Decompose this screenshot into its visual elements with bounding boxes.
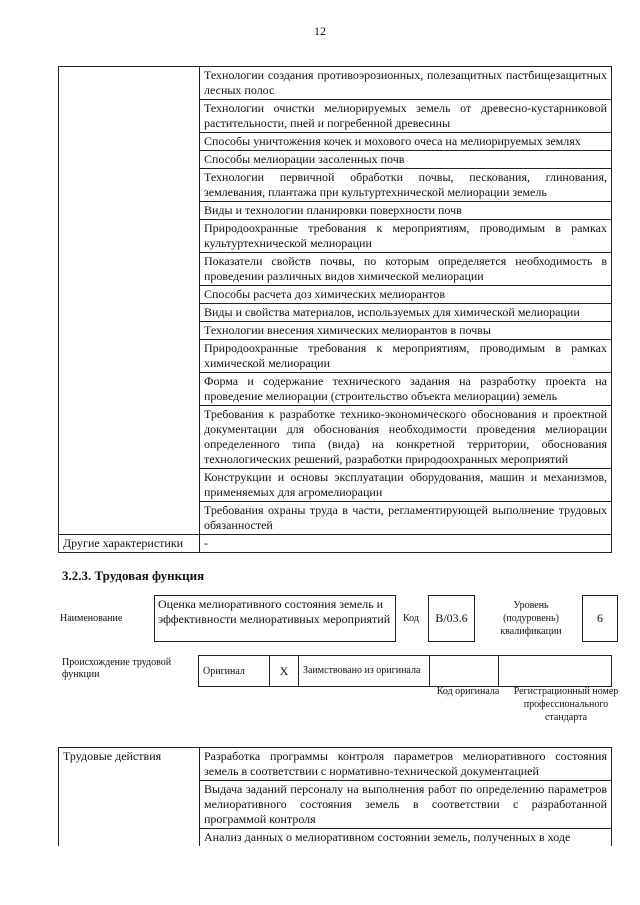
action-item: Разработка программы контроля параметров мелиоративного состояния земель в соответствии с нормативно-технической документацией — [200, 748, 612, 781]
knowledge-item: Требования охраны труда в части, регламентирующей выполнение трудовых обязанностей — [200, 502, 612, 535]
knowledge-label-cell — [59, 67, 200, 535]
origin-reg-label: Регистрационный номер профессионального стандарта — [513, 686, 619, 723]
knowledge-item: Природоохранные требования к мероприятиям, проводимым в рамках химической мелиорации — [200, 340, 612, 373]
origin-table — [198, 655, 612, 687]
origin-borrowed: Заимствовано из оригинала — [299, 656, 430, 687]
origin-reg-cell — [499, 656, 612, 687]
origin-label: Происхождение трудовой функции — [62, 657, 172, 680]
function-header — [58, 595, 618, 645]
origin-block — [58, 655, 619, 723]
actions-label: Трудовые действия — [59, 748, 200, 847]
function-level: 6 — [582, 595, 618, 642]
knowledge-table — [58, 66, 612, 553]
function-title: Оценка мелиоративного состояния земель и эффективности мелиоративных мероприятий — [154, 595, 396, 642]
action-item: Анализ данных о мелиоративном состоянии земель, полученных в ходе — [200, 829, 612, 847]
knowledge-item: Конструкции и основы эксплуатации оборудования, машин и механизмов, применяемых для агромелиорации — [200, 469, 612, 502]
table-row — [59, 67, 612, 100]
table-row — [59, 535, 612, 553]
other-characteristics-value: - — [200, 535, 612, 553]
function-name-label: Наименование — [60, 613, 123, 624]
function-level-label: Уровень (подуровень) квалификации — [500, 600, 562, 637]
page-number: 12 — [314, 24, 326, 38]
knowledge-item: Технологии внесения химических мелиорантов в почвы — [200, 322, 612, 340]
function-code-label: Код — [403, 613, 419, 624]
knowledge-item: Виды и технологии планировки поверхности почв — [200, 202, 612, 220]
origin-code-cell — [430, 656, 499, 687]
origin-mark: X — [270, 656, 299, 687]
knowledge-item: Способы расчета доз химических мелиорантов — [200, 286, 612, 304]
knowledge-item: Технологии очистки мелиорируемых земель от древесно-кустарниковой растительности, пней и погребенной древесины — [200, 100, 612, 133]
knowledge-item: Показатели свойств почвы, по которым определяется необходимость в проведении различных видов химической мелиорации — [200, 253, 612, 286]
other-characteristics-label: Другие характеристики — [59, 535, 200, 553]
knowledge-item: Способы мелиорации засоленных почв — [200, 151, 612, 169]
knowledge-item: Способы уничтожения кочек и мохового очеса на мелиорируемых землях — [200, 133, 612, 151]
knowledge-item: Технологии создания противоэрозионных, полезащитных пастбищезащитных лесных полос — [200, 67, 612, 100]
knowledge-item: Технологии первичной обработки почвы, пескования, глинования, землевания, плантажа при культуртехнической мелиорации земель — [200, 169, 612, 202]
origin-code-label: Код оригинала — [436, 686, 500, 697]
knowledge-item: Требования к разработке технико-экономического обоснования и проектной документации для обоснования необходимости проведения мелиорации определенного типа (вида) на конкретной территории, обоснования технологических решений, разработки природоохранных мероприятий — [200, 406, 612, 469]
origin-original: Оригинал — [199, 656, 270, 687]
knowledge-item: Природоохранные требования к мероприятиям, проводимым в рамках культуртехнической мелиорации — [200, 220, 612, 253]
knowledge-item: Форма и содержание технического задания на разработку проекта на проведение мелиорации (строительство объекта мелиорации) земель — [200, 373, 612, 406]
table-row — [59, 748, 612, 781]
action-item: Выдача заданий персоналу на выполнения работ по определению параметров мелиоративного состояния земель в соответствии с разработанной программой контроля — [200, 781, 612, 829]
function-code: В/03.6 — [428, 595, 475, 642]
actions-table — [58, 747, 612, 846]
section-title: 3.2.3. Трудовая функция — [62, 568, 205, 583]
knowledge-item: Виды и свойства материалов, используемых для химической мелиорации — [200, 304, 612, 322]
